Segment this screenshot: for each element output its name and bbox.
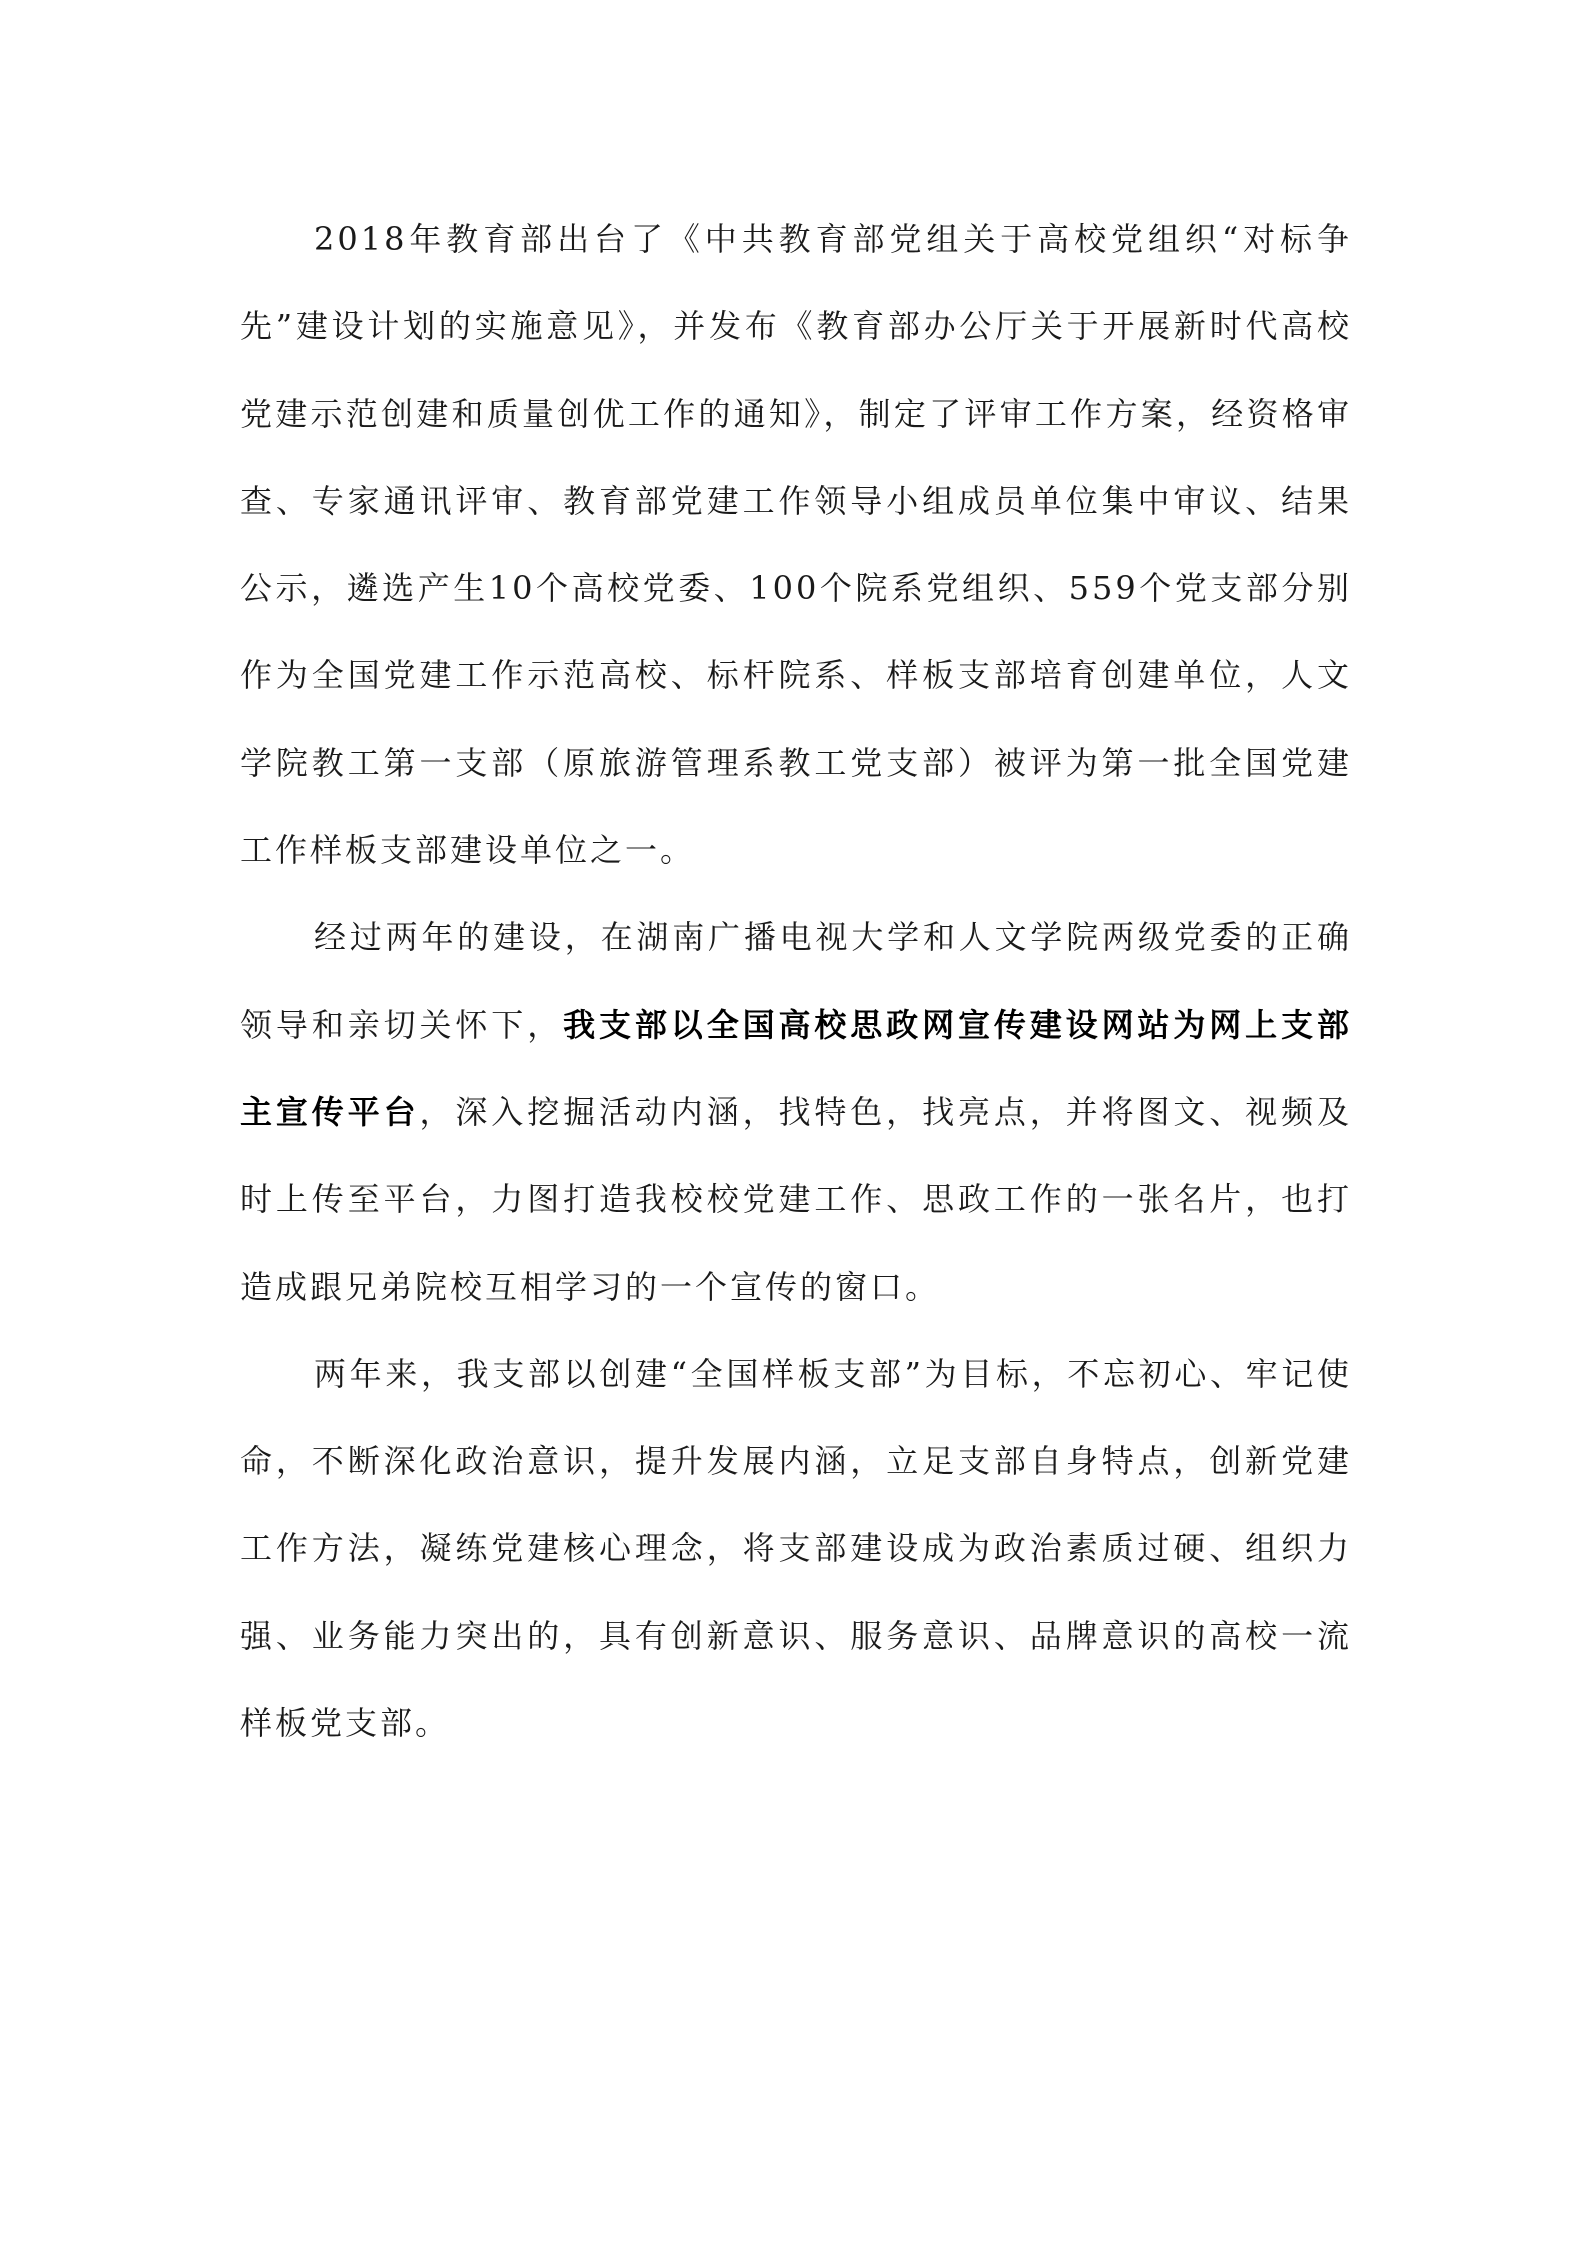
paragraph-2-bold-highlight: 我支部以全国高校思政网宣传建设网站为网上支部主宣传平台 — [240, 1005, 1352, 1131]
paragraph-1: 2018年教育部出台了《中共教育部党组关于高校党组织“对标争先”建设计划的实施意见》，并发布《教育部办公厅关于开展新时代高校党建示范创建和质量创优工作的通知》，制定了评审工作方案，经资格审查、专家通讯评审、教育部党建工作领导小组成员单位集中审议、结果公示，遴选产生10个高校党委、100个院系党组织、559个党支部分别作为全国党建工作示范高校、标杆院系、样板支部培育创建单位，人文学院教工第一支部（原旅游管理系教工党支部）被评为第一批全国党建工作样板支部建设单位之一。 — [240, 220, 1352, 870]
paragraph-3: 两年来，我支部以创建“全国样板支部”为目标，不忘初心、牢记使命，不断深化政治意识，提升发展内涵，立足支部自身特点，创新党建工作方法，凝练党建核心理念，将支部建设成为政治素质过硬、组织力强、业务能力突出的，具有创新意识、服务意识、品牌意识的高校一流样板党支部。 — [240, 1354, 1352, 1743]
paragraph-2 — [240, 894, 1352, 1330]
document-body — [240, 196, 1352, 1767]
paragraph-2-rest: ，深入挖掘活动内涵，找特色，找亮点，并将图文、视频及时上传至平台，力图打造我校校党建工作、思政工作的一张名片，也打造成跟兄弟院校互相学习的一个宣传的窗口。 — [240, 1092, 1352, 1306]
paragraph-2-intro: 经过两年的建设，在湖南广播电视大学和人文学院两级党委的正确领导和亲切关怀下， — [240, 918, 1352, 1044]
